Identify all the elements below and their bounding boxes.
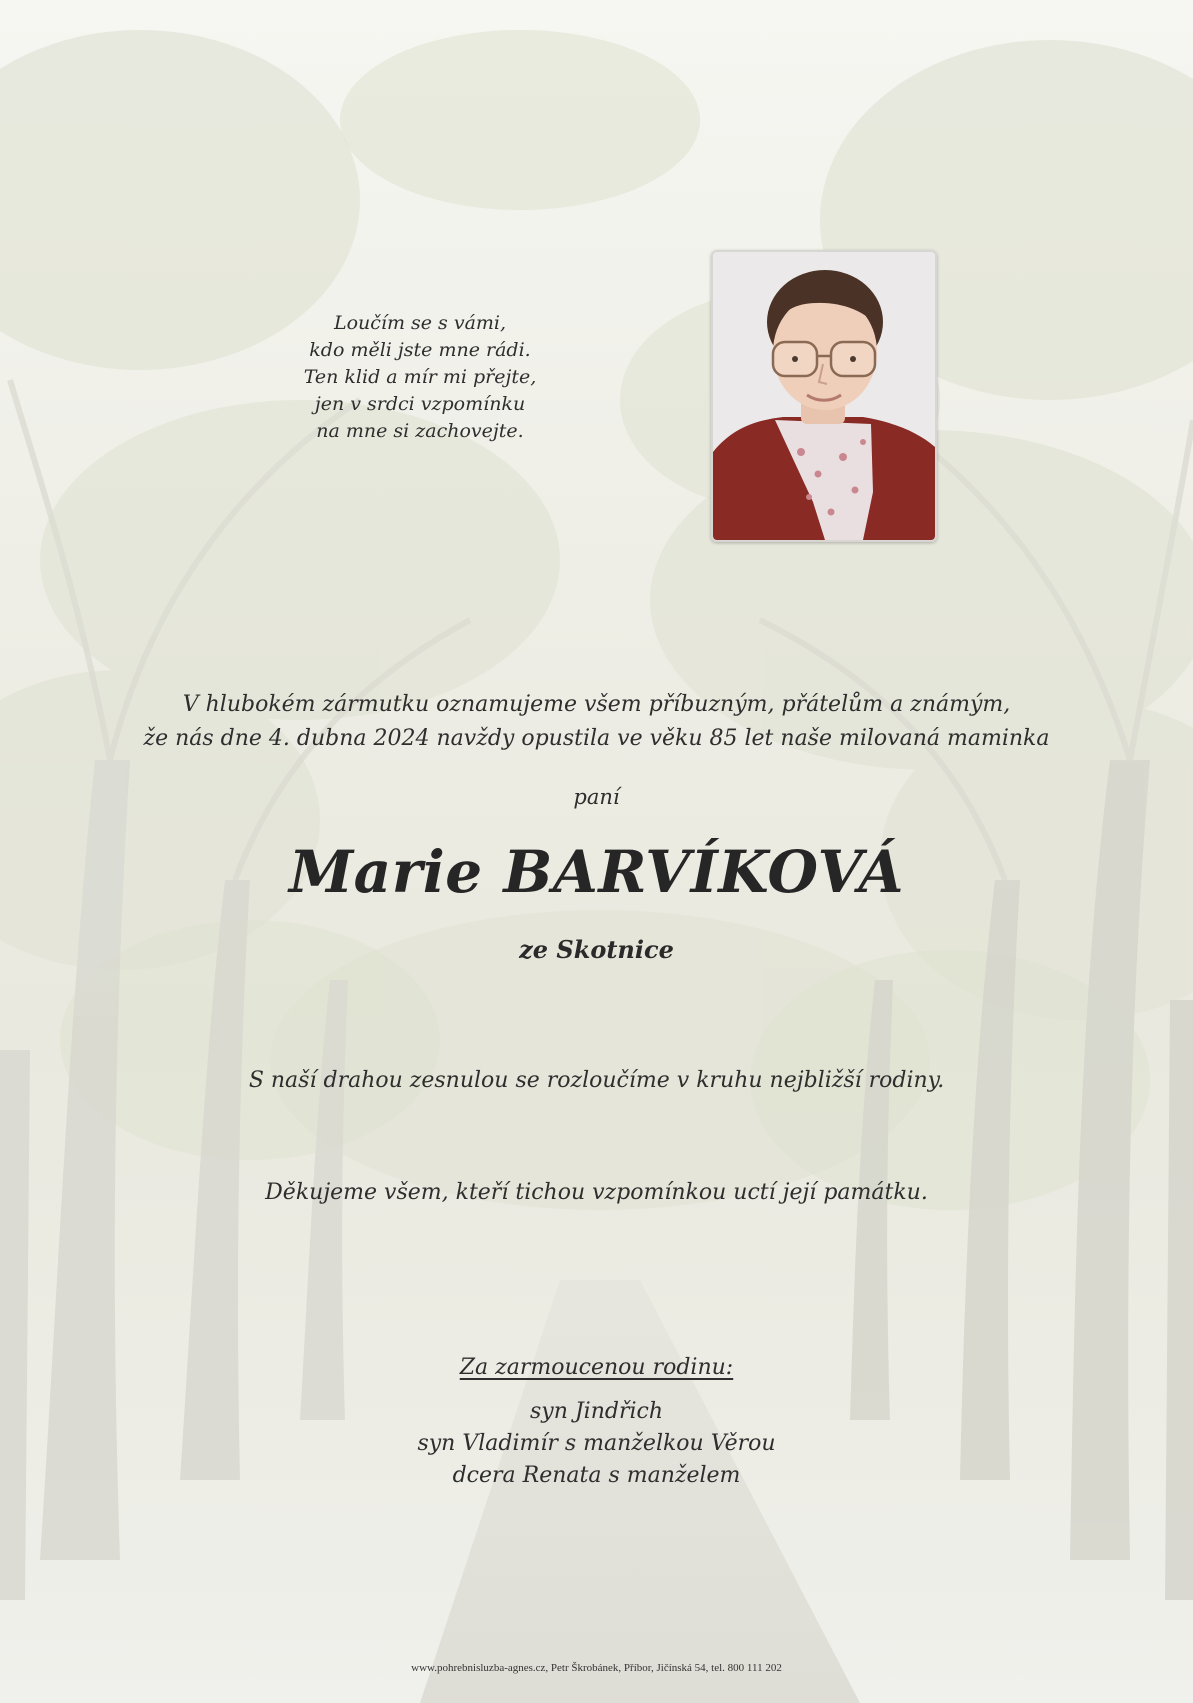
funeral-service-footer: www.pohrebnisluzba-agnes.cz, Petr Škrobánek, Příbor, Jičínská 54, tel. 800 111 202 <box>411 1662 782 1674</box>
deceased-name: Marie BARVÍKOVÁ <box>288 838 905 906</box>
announcement-text <box>100 688 1093 756</box>
mourners-heading: Za zarmoucenou rodinu: <box>459 1355 734 1380</box>
poem-line: kdo měli jste mne rádi. <box>309 339 531 361</box>
poem-line: na mne si zachovejte. <box>316 420 524 442</box>
portrait-photo-icon <box>713 252 935 540</box>
thanks-notice: Děkujeme všem, kteří tichou vzpomínkou uctí její památku. <box>265 1180 928 1205</box>
farewell-poem <box>240 310 600 445</box>
farewell-notice: S naší drahou zesnulou se rozloučíme v kruhu nejbližší rodiny. <box>248 1068 945 1093</box>
poem-line: jen v srdci vzpomínku <box>314 393 526 415</box>
mourner-name: syn Vladimír s manželkou Věrou <box>417 1431 776 1456</box>
portrait-photo <box>711 250 937 542</box>
mourners-section <box>100 1352 1093 1492</box>
announcement-line: že nás dne 4. dubna 2024 navždy opustila ve věku 85 let naše milovaná maminka <box>143 726 1050 751</box>
announcement-line: V hlubokém zármutku oznamujeme všem příbuzným, přátelům a známým, <box>182 692 1011 717</box>
deceased-origin: ze Skotnice <box>519 935 674 964</box>
honorific: paní <box>573 785 620 809</box>
mourner-name: syn Jindřich <box>529 1399 664 1424</box>
poem-line: Ten klid a mír mi přejte, <box>303 366 537 388</box>
mourner-name: dcera Renata s manželem <box>452 1463 741 1488</box>
poem-line: Loučím se s vámi, <box>333 312 507 334</box>
